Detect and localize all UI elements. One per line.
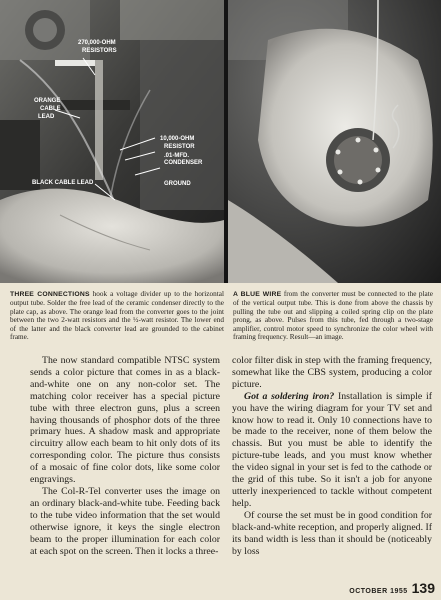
body-paragraph-5: Of course the set must be in good condition for black-and-white reception, and properly aligned. If its band width is less than it should be (noticeably by loss	[232, 509, 432, 557]
label-orange-lead-2: CABLE	[40, 106, 61, 112]
label-condenser-1: .01-MFD.	[164, 153, 190, 159]
caption-left-text: hook a voltage divider up to the horizontal output tube. Solder the free lead of the ceramic condenser directly to the plate cap, as above. The orange lead from the converter goes to the joint between the two 2-watt resistors and the ½-watt resistor. The lower end of the latter and the black converter lead are grounded to the cabinet frame.	[10, 290, 224, 342]
body-paragraph-4-text: Installation is simple if you have the wiring diagram for your TV set and know how to read it. Only 10 connections have to be made to the receiver, none of them below the chassis. But you must be able to identify the picture-tube leads, and you must know whether the video signal in your set is fed to the cathode or the grid of this tube. So it isn't a job for anyone utterly inexperienced to tackle without competent help.	[232, 390, 432, 509]
soldering-iron-heading: Got a soldering iron?	[244, 390, 335, 402]
chassis-wiring-photo	[0, 0, 224, 283]
label-ground: GROUND	[164, 181, 191, 187]
label-resistors-270k-2: RESISTORS	[82, 48, 117, 54]
page-footer	[349, 580, 435, 596]
label-condenser-2: CONDENSER	[164, 160, 203, 166]
caption-right	[233, 290, 433, 341]
body-column-right	[232, 355, 432, 557]
label-black-lead: BLACK CABLE LEAD	[32, 180, 94, 186]
label-resistor-10k-2: RESISTOR	[164, 144, 195, 150]
page-number: 139	[411, 580, 435, 596]
label-orange-lead-3: LEAD	[38, 114, 55, 120]
body-paragraph-4	[232, 391, 432, 510]
caption-right-text: from the converter must be connected to the plate of the vertical output tube. This is done from above the chassis by pulling the tube out and slipping a coiled spring clip on the plate prong, as above. Pulses from this tube, fed through a two-stage amplifier, control motor speed to synchronize the color wheel with framing frequency. Result—an image.	[233, 290, 433, 342]
body-paragraph-2: The Col-R-Tel converter uses the image on an ordinary black-and-white tube. Feeding back to the tube video information that the set would otherwise ignore, it keys the single electron beam to the proper illumination for each color at each spot on the screen. Then it locks a three-	[30, 485, 220, 557]
body-column-left	[30, 355, 220, 557]
caption-left	[10, 290, 224, 341]
body-paragraph-3: color filter disk in step with the framing frequency, somewhat like the CBS system, producing a color picture.	[232, 355, 432, 390]
label-orange-lead-1: ORANGE	[34, 98, 61, 104]
caption-left-lead: THREE CONNECTIONS	[10, 291, 90, 298]
tube-clip-photo	[228, 0, 441, 283]
label-resistor-10k-1: 10,000-OHM	[160, 136, 195, 142]
label-resistors-270k-1: 270,000-OHM	[78, 40, 116, 46]
issue-date: OCTOBER 1955	[349, 588, 408, 595]
caption-right-lead: A BLUE WIRE	[233, 291, 282, 298]
photo-strip	[0, 0, 441, 283]
body-paragraph-1: The now standard compatible NTSC system sends a color picture that comes in as a black-and-white one on any non-color set. The matching color receiver has a special picture tube with three electron guns, plus a screen having thousands of phosphor dots of the three primary hues. A shadow mask and appropriate circuitry allow each beam to hit only dots of its corresponding color. The picture thus consists of a mosaic of fine color dots, like some color engravings.	[30, 355, 220, 486]
